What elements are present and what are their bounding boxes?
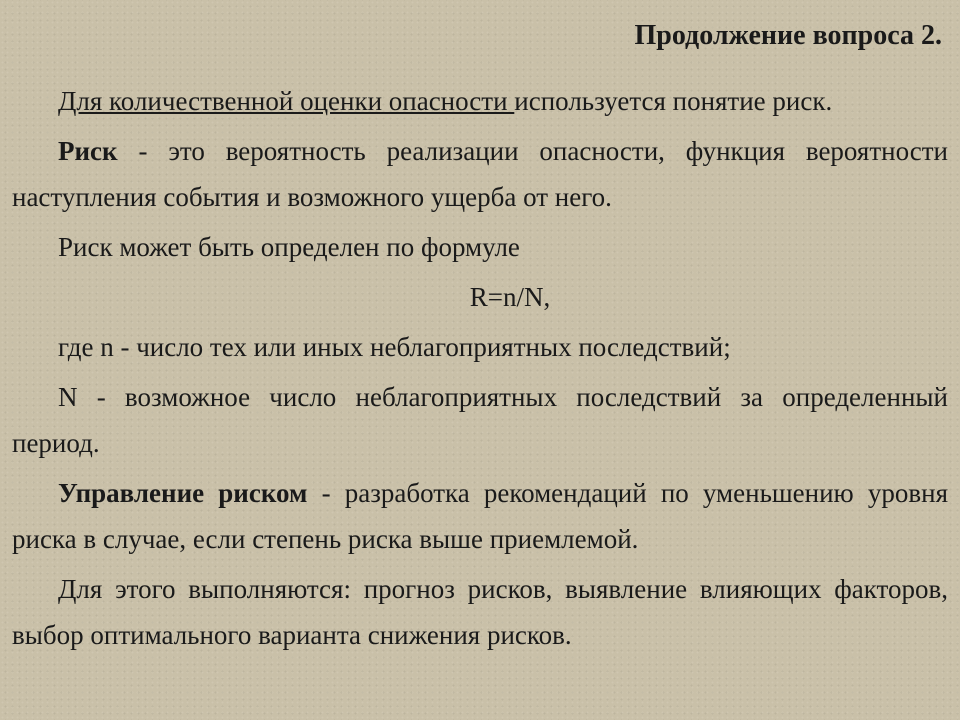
slide-body: [12, 78, 948, 662]
paragraph-n-definition: где n - число тех или иных неблагоприятных последствий;: [58, 332, 731, 362]
paragraph-formula-intro: Риск может быть определен по формуле: [58, 232, 520, 262]
paragraph-risk-intro: [12, 78, 948, 124]
term-risk-management: Управление риском: [58, 478, 308, 508]
formula: R=n/N,: [469, 282, 551, 312]
paragraph-measures: Для этого выполняются: прогноз рисков, выявление влияющих факторов, выбор оптимального варианта снижения рисков.: [12, 574, 948, 650]
paragraph-text: - это вероятность реализации опасности, функция вероятности наступления события и возможного ущерба от него.: [12, 136, 948, 212]
paragraph-N-definition: N - возможное число неблагоприятных последствий за определенный период.: [12, 382, 948, 458]
slide-title: Продолжение вопроса 2.: [634, 20, 942, 51]
paragraph-text: - разработка рекомендаций по уменьшению уровня риска в случае, если степень риска выше приемлемой.: [12, 478, 948, 554]
term-risk: Риск: [58, 136, 118, 166]
underlined-phrase: Для количественной оценки опасности: [58, 86, 515, 116]
paragraph-text: используется понятие риск.: [514, 86, 833, 116]
paragraph-risk-management: [12, 470, 948, 562]
paragraph-risk-definition: [12, 128, 948, 220]
